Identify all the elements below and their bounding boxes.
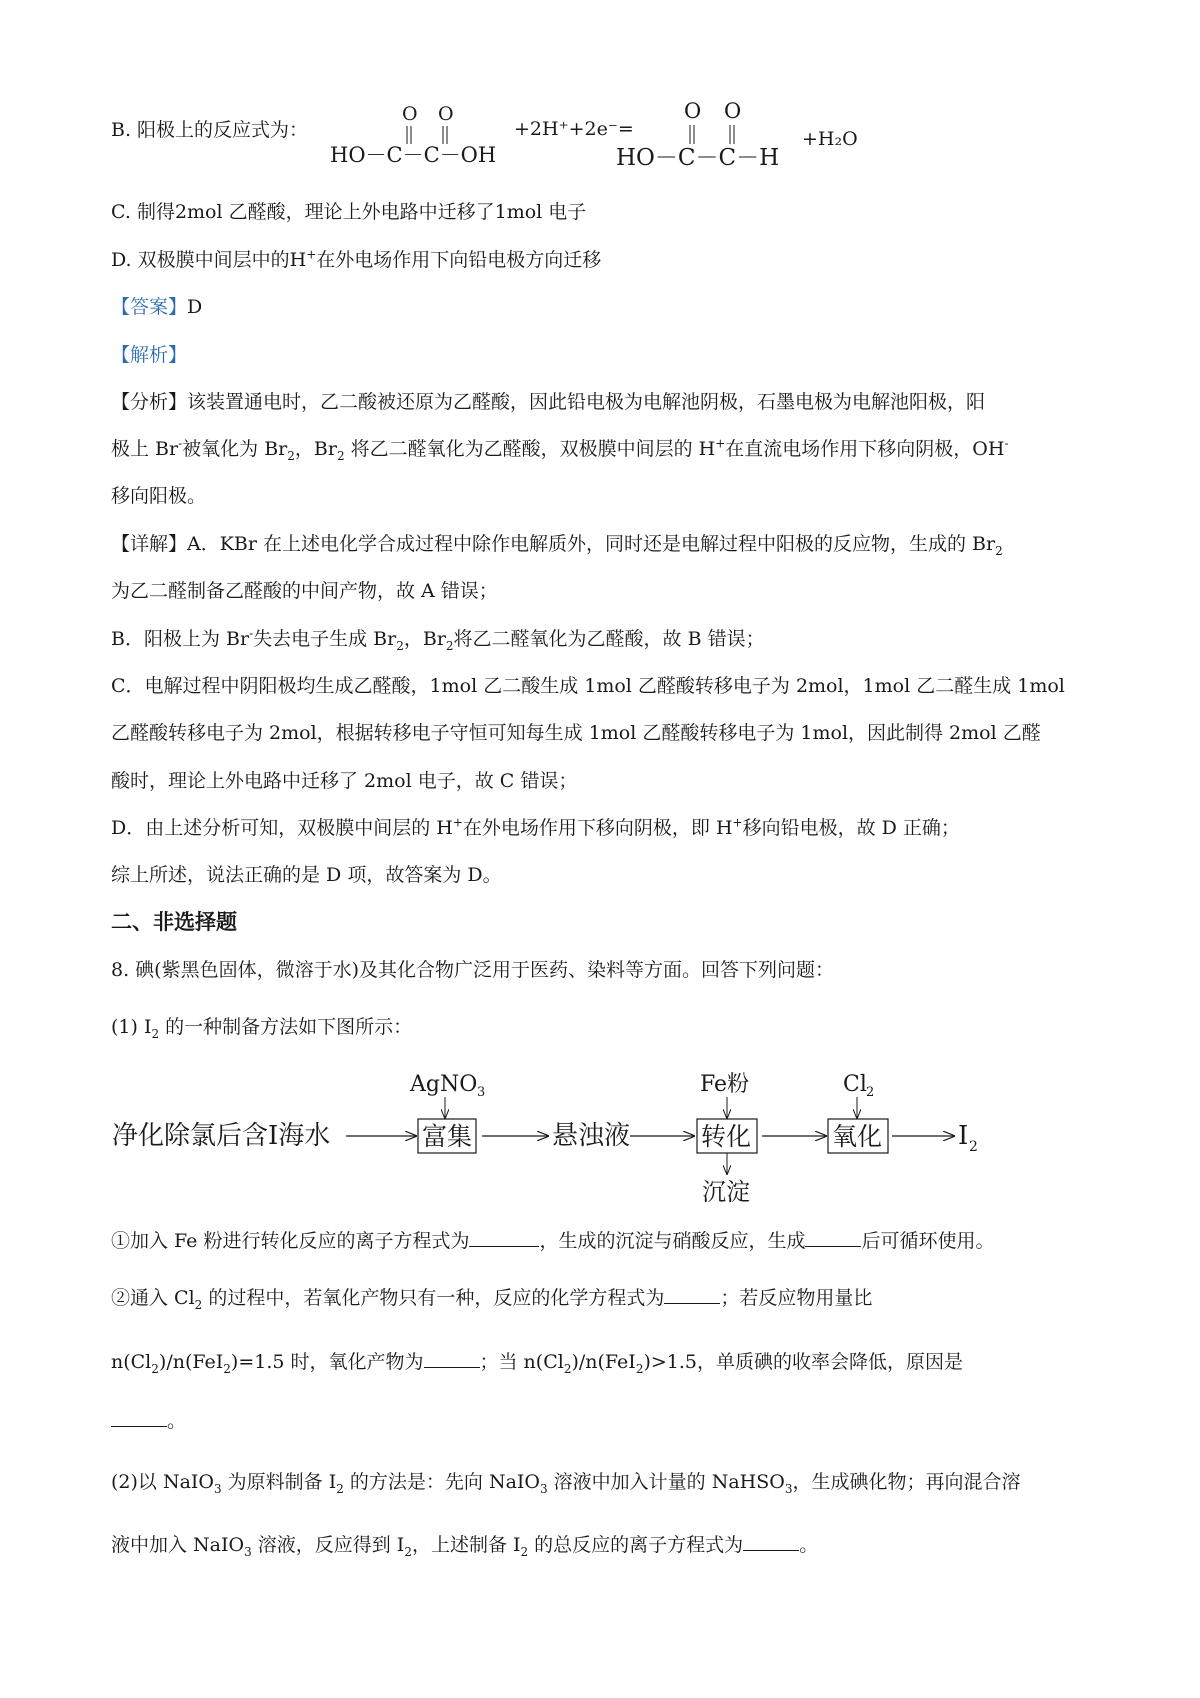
fenxi-l2a: 极上 Br [111, 438, 179, 460]
q8-p3 [111, 1532, 1111, 1557]
detail-d-line [111, 816, 1111, 840]
q8-part1-title [111, 1015, 1111, 1039]
q8-s1b: ，生成的沉淀与硝酸反应，生成 [539, 1230, 806, 1252]
q8-p2-sub-1: 3 [214, 1481, 222, 1496]
detail-a-line-2: 为乙二醛制备乙醛酸的中间产物，故 A 错误； [111, 580, 498, 602]
flow-reagent-1: AgNO [410, 1072, 478, 1097]
detail-a1-sub: 2 [995, 543, 1003, 558]
detail-a-line-1 [111, 532, 1111, 556]
flow-reagent-2: Fe粉 [700, 1072, 750, 1097]
option-d-ion-charge: + [306, 247, 317, 262]
fenxi-line-3: 移向阳极。 [111, 485, 207, 507]
q8-s4: 。 [167, 1410, 187, 1432]
detail-d1a: D．由上述分析可知，双极膜中间层的 H [111, 817, 453, 839]
detail-d1-charge: + [452, 815, 463, 830]
q8-p3c: ，上述制备 I [411, 1534, 521, 1556]
flow-end: I [958, 1121, 969, 1151]
q8-s2a: ②通入 Cl [111, 1287, 195, 1309]
iodine-flow-diagram [100, 1060, 1060, 1220]
q8-p2a: (2)以 NaIO [111, 1471, 214, 1493]
analysis-label: 【解析】 [111, 344, 188, 366]
glyoxylic-chain: HO－C－C－H [616, 145, 780, 171]
q8-s3-sub-1: 2 [151, 1361, 159, 1376]
option-d-post: 在外电场作用下向铅电极方向迁移 [316, 249, 602, 271]
answer-label: 【答案】 [111, 296, 188, 318]
q8-p2-sub-4: 3 [784, 1481, 793, 1496]
br2-sub: 2 [287, 448, 295, 463]
glyoxylic-acid-structure [606, 96, 806, 176]
fenxi-line-2 [111, 437, 1111, 461]
reaction-end: +H₂O [802, 128, 858, 150]
q8-p2-sub-3: 3 [540, 1481, 548, 1496]
answer-value: D [187, 296, 203, 318]
q8-p1b: 的一种制备方法如下图所示： [159, 1016, 413, 1038]
detail-b-line [111, 627, 1111, 651]
q8-p2b: 为原料制备 I [221, 1471, 337, 1493]
q8-s3f: )>1.5，单质碘的收率会降低，原因是 [643, 1351, 964, 1373]
option-c: C. 制得2mol 乙醛酸，理论上外电路中迁移了1mol 电子 [111, 201, 587, 223]
detail-c-line-3: 酸时，理论上外电路中迁移了 2mol 电子，故 C 错误； [111, 770, 578, 792]
fenxi-line-1: 【分析】该装置通电时，乙二酸被还原为乙醛酸，因此铅电极为电解池阴极，石墨电极为电解池阳极，阳 [111, 391, 986, 413]
q8-p3-sub-3: 2 [520, 1544, 529, 1559]
answer-line [111, 295, 1111, 319]
answer-blank-6[interactable] [743, 1532, 799, 1551]
flow-reagent-1-sub: 3 [477, 1085, 486, 1100]
detail-b1-sub: 2 [396, 638, 404, 653]
q8-p3b: 溶液，反应得到 I [251, 1534, 405, 1556]
q8-p3-sub-2: 2 [404, 1544, 412, 1559]
detail-b1-sub-b: 2 [445, 638, 454, 653]
q8-s3-sub-4: 2 [635, 1361, 644, 1376]
oxygen-1: O [402, 103, 418, 125]
q8-s2c: ；若反应物用量比 [720, 1287, 873, 1309]
h-charge: + [715, 436, 726, 451]
flow-box-2-label: 转化 [701, 1122, 752, 1151]
q8-s3e: )/n(FeI [571, 1351, 636, 1373]
flow-box-3-label: 氧化 [832, 1122, 883, 1151]
q8-s3 [111, 1349, 1111, 1374]
detail-d1b: 在外电场作用下移向阴极，即 H [462, 817, 733, 839]
q8-p2 [111, 1470, 1111, 1494]
q8-s2b: 的过程中，若氧化产物只有一种，反应的化学方程式为 [202, 1287, 665, 1309]
answer-blank-3[interactable] [664, 1285, 720, 1304]
flow-start: 净化除氯后含I海水 [112, 1121, 331, 1151]
detail-c-line-2: 乙醛酸转移电子为 2mol，根据转移电子守恒可知每生成 1mol 乙醛酸转移电子为 1mol，因此制得 2mol 乙醛 [111, 722, 1041, 744]
option-d-pre: D. 双极膜中间层中的 [111, 249, 290, 271]
q8-s1 [111, 1228, 1111, 1253]
reaction-middle: +2H⁺+2e⁻= [514, 118, 634, 140]
q8-s2 [111, 1285, 1111, 1310]
q8-p2e: ，生成碘化物；再向混合溶 [792, 1471, 1021, 1493]
q8-p1-sub: 2 [151, 1026, 160, 1041]
section-title: 二、非选择题 [111, 910, 237, 934]
flow-precipitate: 沉淀 [702, 1178, 750, 1206]
flow-mid: 悬浊液 [552, 1121, 631, 1151]
answer-blank-4[interactable] [424, 1349, 480, 1368]
detail-summary: 综上所述，说法正确的是 D 项，故答案为 D。 [111, 864, 502, 886]
q8-p1a: (1) I [111, 1016, 152, 1038]
q8-s3c: )=1.5 时，氧化产物为 [230, 1351, 424, 1373]
flow-reagent-3-sub: 2 [866, 1085, 875, 1100]
detail-b1a: B．阳极上为 Br [111, 628, 250, 650]
answer-blank-1[interactable] [469, 1228, 539, 1247]
oxalic-acid-structure [330, 100, 530, 180]
fenxi-l2c: ，Br [294, 438, 337, 460]
q8-p3-sub-1: 3 [244, 1544, 252, 1559]
flow-box-1-label: 富集 [422, 1122, 473, 1151]
option-d [111, 248, 1111, 272]
oxygen-3: O [684, 99, 702, 123]
q8-s3a: n(Cl [111, 1351, 152, 1373]
answer-blank-5[interactable] [111, 1408, 167, 1427]
detail-d1c: 移向铅电极，故 D 正确； [742, 817, 960, 839]
br-charge: - [178, 436, 183, 451]
q8-s3-sub-2: 2 [223, 1361, 231, 1376]
oh-charge: - [1004, 436, 1009, 451]
fenxi-l2e: 在直流电场作用下移向阴极，OH [725, 438, 1005, 460]
q8-intro: 8. 碘(紫黑色固体，微溶于水)及其化合物广泛用于医药、染料等方面。回答下列问题： [111, 959, 834, 981]
detail-b1-charge: - [249, 626, 254, 641]
q8-p2-sub-2: 2 [336, 1481, 344, 1496]
q8-s4 [111, 1408, 1111, 1433]
option-d-ion: H [289, 249, 307, 271]
detail-d1-charge-b: + [732, 815, 743, 830]
option-b-prefix: B. 阳极上的反应式为： [111, 119, 309, 141]
q8-p2d: 溶液中加入计量的 NaHSO [547, 1471, 785, 1493]
answer-blank-2[interactable] [805, 1228, 861, 1247]
oxalic-chain: HO－C－C－OH [330, 143, 497, 167]
q8-p3e: 。 [799, 1534, 819, 1556]
q8-p3d: 的总反应的离子方程式为 [528, 1534, 744, 1556]
flow-reagent-3: Cl [843, 1072, 867, 1097]
detail-b1c: ，Br [403, 628, 446, 650]
q8-s3-sub-3: 2 [563, 1361, 572, 1376]
detail-b1b: 失去电子生成 Br [253, 628, 397, 650]
oxygen-4: O [724, 99, 742, 123]
flow-end-sub: 2 [969, 1139, 978, 1155]
detail-c-line-1: C．电解过程中阴阳极均生成乙醛酸，1mol 乙二酸生成 1mol 乙醛酸转移电子为 2mol，1mol 乙二醛生成 1mol [111, 675, 1065, 697]
detail-a1a: 【详解】A．KBr 在上述电化学合成过程中除作电解质外，同时还是电解过程中阳极的反应物，生成的 Br [111, 533, 996, 555]
q8-s3b: )/n(FeI [158, 1351, 224, 1373]
q8-s1c: 后可循环使用。 [861, 1230, 995, 1252]
q8-s1a: ①加入 Fe 粉进行转化反应的离子方程式为 [111, 1230, 470, 1252]
q8-p2c: 的方法是：先向 NaIO [343, 1471, 540, 1493]
oxygen-2: O [438, 103, 454, 125]
br2-sub-b: 2 [336, 448, 345, 463]
fenxi-l2d: 将乙二醛氧化为乙醛酸，双极膜中间层的 H [344, 438, 716, 460]
detail-b1d: 将乙二醛氧化为乙醛酸，故 B 错误； [453, 628, 765, 650]
q8-s2-sub: 2 [194, 1297, 203, 1312]
q8-p3a: 液中加入 NaIO [111, 1534, 245, 1556]
fenxi-l2b: 被氧化为 Br [182, 438, 288, 460]
q8-s3d: ；当 n(Cl [479, 1351, 564, 1373]
